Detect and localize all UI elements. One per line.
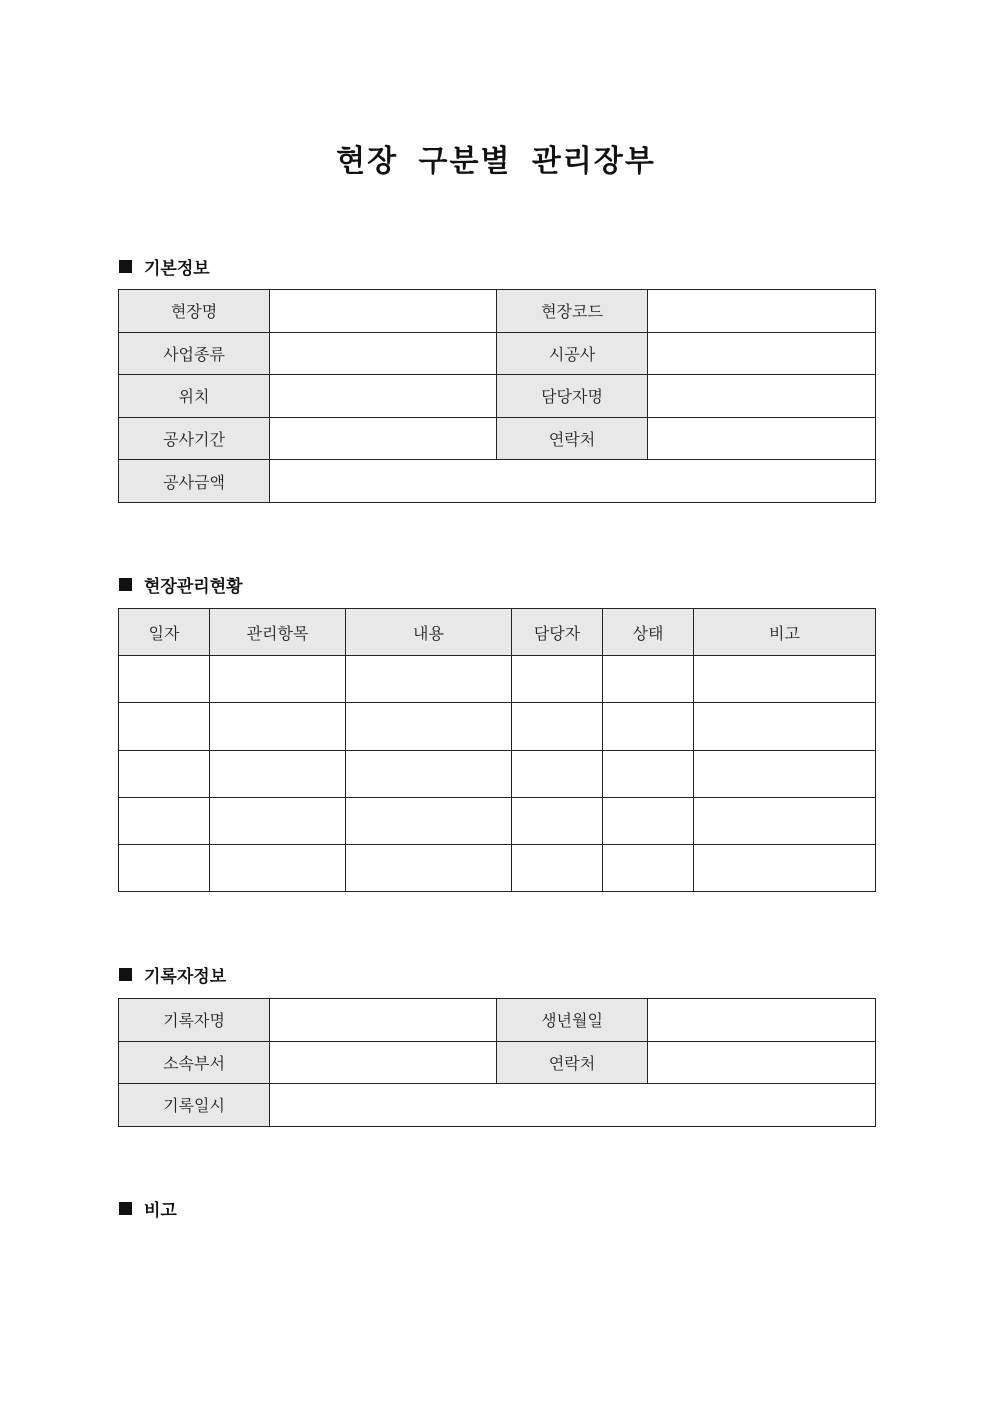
field-label: 기록자명 [119,999,270,1042]
table-row [119,1041,876,1084]
birth-date-field[interactable] [648,999,876,1042]
table-cell[interactable] [512,750,603,797]
table-row [119,703,876,750]
table-cell[interactable] [512,656,603,703]
table-row [119,1084,876,1127]
field-label: 위치 [119,375,270,418]
square-bullet-icon [119,968,132,981]
section-heading-label: 현장관리현황 [144,577,243,597]
section-heading-label: 비고 [144,1201,177,1221]
page-title: 현장 구분별 관리장부 [336,144,656,179]
table-cell[interactable] [119,844,210,891]
site-code-field[interactable] [648,290,876,333]
record-datetime-field[interactable] [270,1084,876,1127]
table-cell[interactable] [346,750,512,797]
recorder-info-table [118,998,876,1127]
section-heading-site-status [119,572,243,597]
location-field[interactable] [270,375,497,418]
site-status-table [118,608,876,892]
field-label: 현장코드 [497,290,648,333]
table-cell[interactable] [346,656,512,703]
table-cell[interactable] [210,797,346,844]
field-label: 현장명 [119,290,270,333]
table-cell[interactable] [210,844,346,891]
table-cell[interactable] [210,656,346,703]
department-field[interactable] [270,1041,497,1084]
field-label: 연락처 [497,417,648,460]
table-cell[interactable] [210,703,346,750]
column-header-item: 관리항목 [210,609,346,656]
construction-amount-field[interactable] [270,460,876,503]
square-bullet-icon [119,578,132,591]
column-header-content: 내용 [346,609,512,656]
section-heading-notes [119,1196,177,1221]
table-cell[interactable] [694,844,876,891]
table-row [119,332,876,375]
column-header-date: 일자 [119,609,210,656]
table-cell[interactable] [346,797,512,844]
contact-field[interactable] [648,417,876,460]
field-label: 사업종류 [119,332,270,375]
table-cell[interactable] [603,797,694,844]
table-row [119,290,876,333]
table-cell[interactable] [603,656,694,703]
field-label: 소속부서 [119,1041,270,1084]
field-label: 기록일시 [119,1084,270,1127]
table-cell[interactable] [603,703,694,750]
table-cell[interactable] [603,844,694,891]
recorder-name-field[interactable] [270,999,497,1042]
table-cell[interactable] [119,797,210,844]
table-cell[interactable] [694,750,876,797]
section-heading-basic-info [119,254,210,279]
table-cell[interactable] [346,844,512,891]
table-cell[interactable] [119,750,210,797]
table-cell[interactable] [512,797,603,844]
square-bullet-icon [119,1202,132,1215]
field-label: 시공사 [497,332,648,375]
field-label: 생년월일 [497,999,648,1042]
field-label: 담당자명 [497,375,648,418]
table-row [119,656,876,703]
column-header-note: 비고 [694,609,876,656]
table-cell[interactable] [119,656,210,703]
table-cell[interactable] [694,797,876,844]
table-row [119,750,876,797]
field-label: 공사금액 [119,460,270,503]
section-heading-label: 기본정보 [144,259,210,279]
recorder-contact-field[interactable] [648,1041,876,1084]
table-cell[interactable] [210,750,346,797]
square-bullet-icon [119,260,132,273]
manager-name-field[interactable] [648,375,876,418]
section-heading-label: 기록자정보 [144,967,227,987]
table-cell[interactable] [512,703,603,750]
table-header-row [119,609,876,656]
table-cell[interactable] [603,750,694,797]
contractor-field[interactable] [648,332,876,375]
table-row [119,797,876,844]
table-row [119,844,876,891]
table-cell[interactable] [694,656,876,703]
field-label: 연락처 [497,1041,648,1084]
column-header-manager: 담당자 [512,609,603,656]
table-cell[interactable] [512,844,603,891]
section-heading-recorder-info [119,962,226,987]
table-row [119,375,876,418]
field-label: 공사기간 [119,417,270,460]
construction-period-field[interactable] [270,417,497,460]
site-name-field[interactable] [270,290,497,333]
table-cell[interactable] [346,703,512,750]
table-row [119,417,876,460]
table-cell[interactable] [119,703,210,750]
basic-info-table [118,289,876,503]
table-row [119,999,876,1042]
column-header-status: 상태 [603,609,694,656]
table-cell[interactable] [694,703,876,750]
business-type-field[interactable] [270,332,497,375]
table-row [119,460,876,503]
